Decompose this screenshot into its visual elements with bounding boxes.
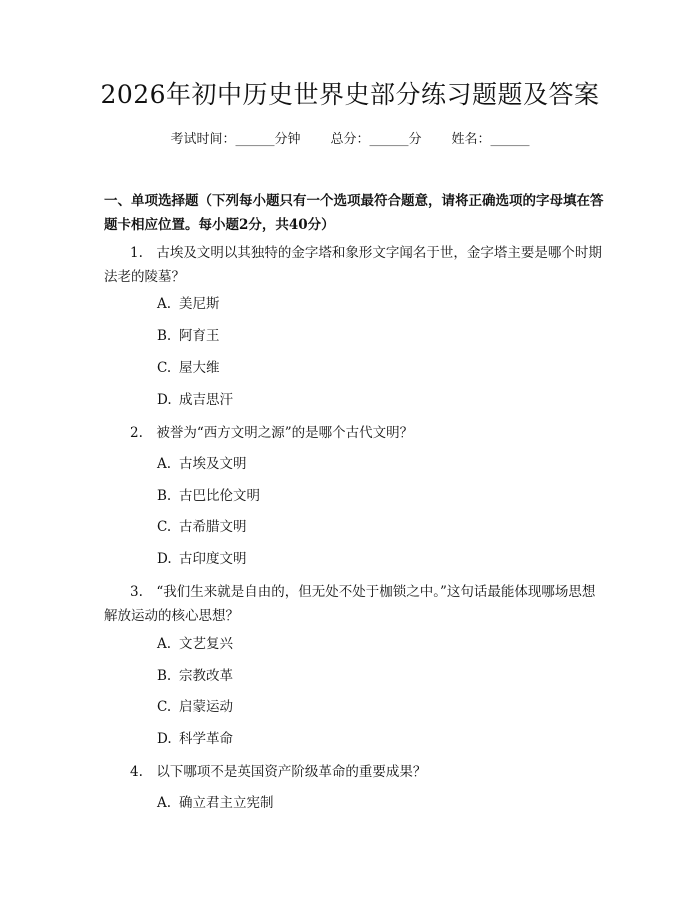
option-letter: B. [157, 488, 172, 504]
question-2: 2. 被誉为“西方文明之源”的是哪个古代文明？ [130, 425, 414, 441]
option-text: 启蒙运动 [179, 699, 233, 715]
exam-meta [0, 130, 700, 150]
question-3-option-d [157, 729, 233, 749]
option-text: 阿育王 [179, 328, 220, 344]
question-1-option-a [157, 294, 220, 314]
option-text: 成吉思汗 [179, 392, 233, 408]
option-letter: B. [157, 668, 172, 684]
option-letter: C. [157, 360, 172, 376]
option-letter: A. [157, 456, 172, 472]
option-text: 古埃及文明 [179, 456, 247, 472]
question-1-option-c [157, 358, 220, 378]
question-2-option-a [157, 454, 247, 474]
option-letter: C. [157, 519, 172, 535]
exam-time-field: 考试时间：______分钟 [170, 132, 301, 147]
option-text: 美尼斯 [179, 296, 220, 312]
option-letter: D. [157, 392, 172, 408]
option-letter: B. [157, 328, 172, 344]
question-3-option-a [157, 634, 233, 654]
option-letter: A. [157, 296, 172, 312]
option-text: 古希腊文明 [179, 519, 247, 535]
question-2-option-c [157, 517, 247, 537]
total-score-field: 总分：______分 [330, 132, 422, 147]
option-text: 文艺复兴 [179, 636, 233, 652]
question-4-option-a [157, 793, 274, 813]
question-1: 1. 古埃及文明以其独特的金字塔和象形文字闻名于世，金字塔主要是哪个时期法老的陵墓？ [104, 245, 602, 285]
name-field: 姓名：______ [451, 132, 530, 147]
question-3-option-c [157, 697, 233, 717]
option-text: 屋大维 [179, 360, 220, 376]
section-heading-single-choice: 一、单项选择题（下列每小题只有一个选项最符合题意，请将正确选项的字母填在答题卡相应位置。每小题2分，共40分） [104, 193, 604, 233]
option-text: 古巴比伦文明 [179, 488, 260, 504]
option-letter: D. [157, 731, 172, 747]
option-letter: A. [157, 636, 172, 652]
question-1-option-b [157, 326, 220, 346]
option-letter: C. [157, 699, 172, 715]
option-letter: A. [157, 795, 172, 811]
option-text: 古印度文明 [179, 551, 247, 567]
option-text: 科学革命 [179, 731, 233, 747]
question-4: 4. 以下哪项不是英国资产阶级革命的重要成果？ [130, 764, 427, 780]
question-2-option-b [157, 486, 260, 506]
option-text: 确立君主立宪制 [179, 795, 274, 811]
page-title: 2026年初中历史世界史部分练习题题及答案 [100, 80, 600, 109]
question-1-option-d [157, 390, 233, 410]
question-2-option-d [157, 549, 247, 569]
question-3-option-b [157, 666, 233, 686]
option-text: 宗教改革 [179, 668, 233, 684]
option-letter: D. [157, 551, 172, 567]
question-3: 3. “我们生来就是自由的，但无处不处于枷锁之中。”这句话最能体现哪场思想解放运动的核心思想？ [104, 584, 596, 624]
